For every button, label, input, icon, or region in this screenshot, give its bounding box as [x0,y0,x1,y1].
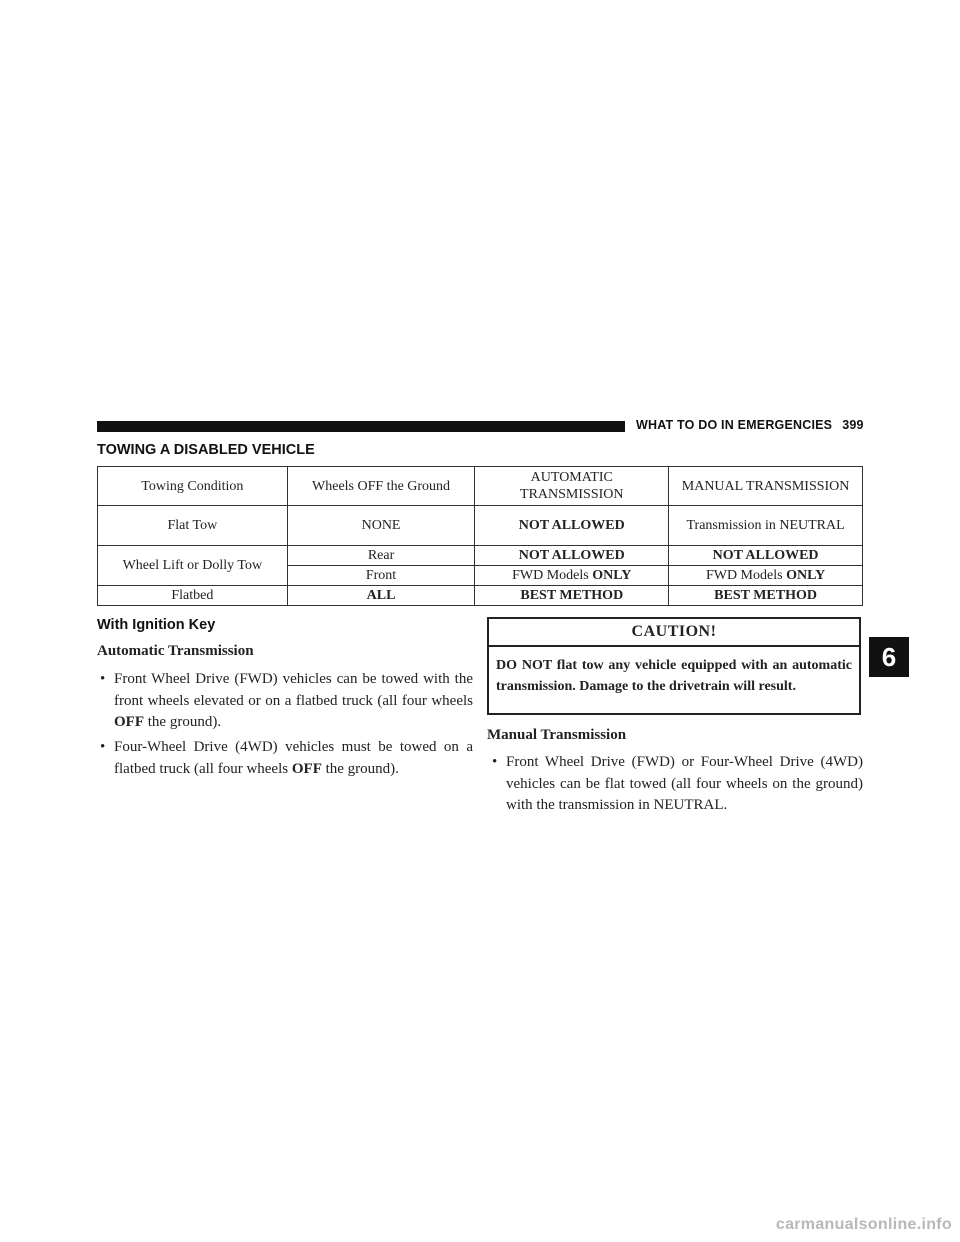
bullet-text: Four-Wheel Drive (4WD) vehicles must be towed on a flatbed truck (all four wheels [114,739,473,777]
cell-wheel-lift-front-automatic [475,566,669,586]
fwd-models-text: FWD Models [512,568,589,583]
bullet-icon: • [492,754,498,770]
towing-table [97,466,863,606]
cell-wheel-lift-front-manual [669,566,863,586]
manual-transmission-heading: Manual Transmission [487,727,627,743]
bullet-icon: • [100,671,106,687]
table-row [98,506,863,546]
list-item [100,737,473,780]
list-item [492,752,863,817]
table-row [98,546,863,566]
chapter-tab: 6 [869,637,909,677]
bullet-text: Front Wheel Drive (FWD) or Four-Wheel Drive (4WD) vehicles can be flat towed (all four wheels on the ground) with the transmission in NEUTRAL. [506,754,863,813]
cell-flatbed-automatic: BEST METHOD [475,586,669,606]
table-header-row [98,467,863,506]
header-wheels-off-ground: Wheels OFF the Ground [287,467,475,506]
bullet-text: Front Wheel Drive (FWD) vehicles can be towed with the front wheels elevated or on a flatbed truck (all four wheels [114,671,473,709]
cell-flatbed-wheels: ALL [287,586,475,606]
header-rule [97,421,625,432]
header-towing-condition: Towing Condition [98,467,288,506]
only-text: ONLY [592,568,632,583]
caution-title: CAUTION! [489,619,859,647]
list-item [100,669,473,734]
fwd-models-text: FWD Models [705,568,783,583]
header-automatic-transmission: AUTOMATIC TRANSMISSION [475,467,669,506]
cell-flat-tow-wheels: NONE [287,506,475,546]
automatic-transmission-heading: Automatic Transmission [97,643,254,659]
bullet-icon: • [100,739,106,755]
bullet-text: the ground). [321,760,399,777]
cell-wheel-lift: Wheel Lift or Dolly Tow [98,546,288,586]
bullet-text: the ground). [144,714,222,730]
cell-wheel-lift-front: Front [287,566,475,586]
caution-box [487,617,861,715]
cell-flat-tow-manual: Transmission in NEUTRAL [669,506,863,546]
table-row [98,586,863,606]
cell-flat-tow: Flat Tow [98,506,288,546]
cell-wheel-lift-rear: Rear [287,546,475,566]
cell-wheel-lift-rear-automatic: NOT ALLOWED [475,546,669,566]
page-number: 399 [842,418,864,432]
header-manual-transmission: MANUAL TRANSMISSION [669,467,863,506]
cell-flat-tow-automatic: NOT ALLOWED [475,506,669,546]
with-ignition-key-heading: With Ignition Key [97,617,216,633]
cell-flatbed: Flatbed [98,586,288,606]
only-text: ONLY [786,568,826,583]
running-header [636,418,864,432]
bullet-bold-text: OFF [114,714,144,730]
caution-body: DO NOT flat tow any vehicle equipped with an automatic transmission. Damage to the drivetrain will result. [496,658,852,694]
watermark: carmanualsonline.info [775,1216,952,1233]
cell-flatbed-manual: BEST METHOD [669,586,863,606]
header-section: WHAT TO DO IN EMERGENCIES [636,418,833,432]
cell-wheel-lift-rear-manual: NOT ALLOWED [669,546,863,566]
page-title: TOWING A DISABLED VEHICLE [97,442,315,458]
bullet-bold-text: OFF [291,760,322,777]
